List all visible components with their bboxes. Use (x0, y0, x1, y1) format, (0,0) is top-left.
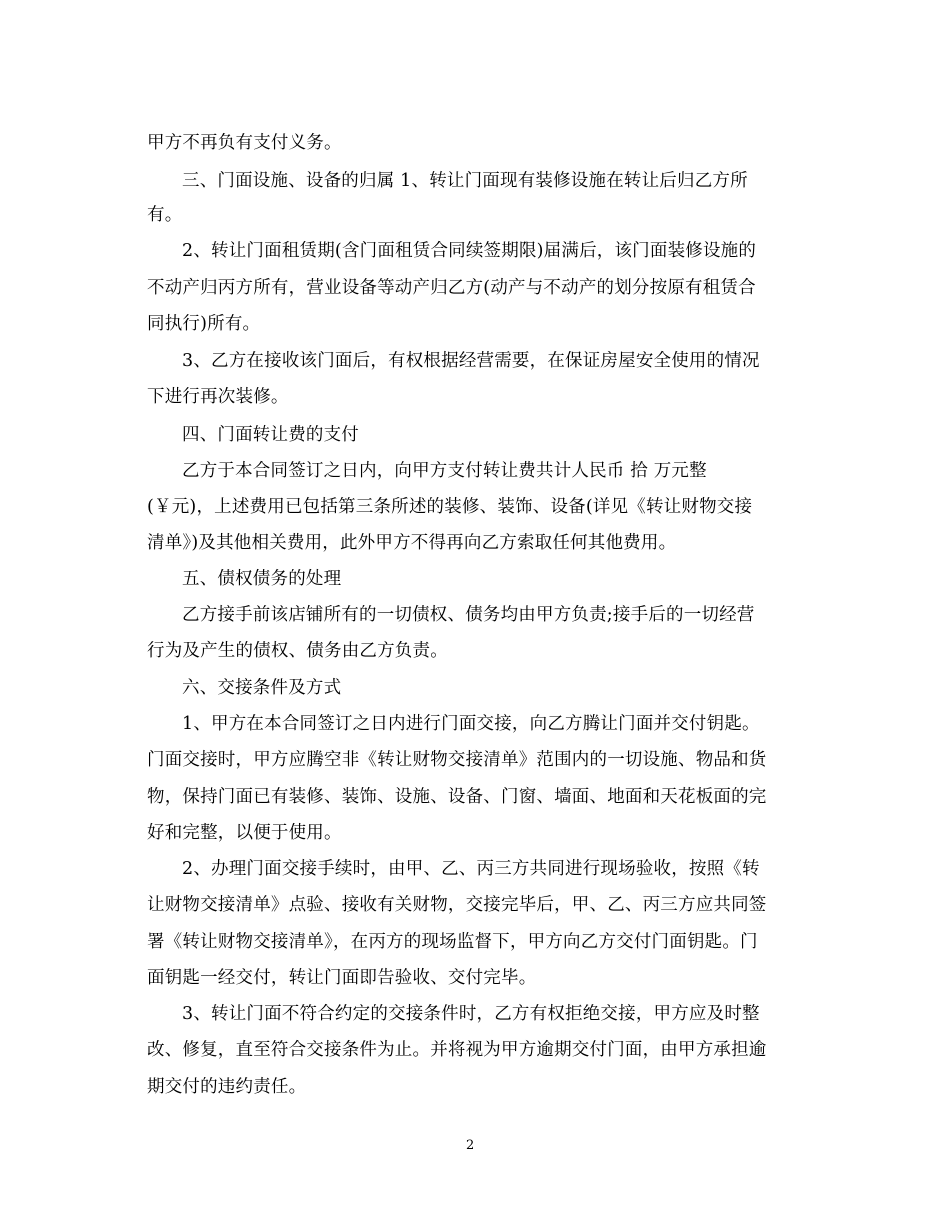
text-line: 3、转让门面不符合约定的交接条件时，乙方有权拒绝交接，甲方应及时整 (182, 1004, 760, 1024)
text-line: 同执行)所有。 (147, 314, 261, 334)
text-line: 甲方不再负有支付义务。 (147, 133, 342, 153)
text-line: 署《转让财物交接清单》，在丙方的现场监督下，甲方向乙方交付门面钥匙。门 (147, 932, 758, 952)
text-line: 下进行再次装修。 (147, 387, 289, 407)
text-line: 1、甲方在本合同签订之日内进行门面交接，向乙方腾让门面并交付钥匙。 (182, 714, 760, 734)
text-line: 2、转让门面租赁期(含门面租赁合同续签期限)届满后，该门面装修设施的 (182, 241, 757, 261)
text-line: 行为及产生的债权、债务由乙方负责。 (147, 641, 448, 661)
section-heading: 六、交接条件及方式 (182, 678, 342, 698)
text-line: 门面交接时，甲方应腾空非《转让财物交接清单》范围内的一切设施、物品和货 (147, 750, 767, 770)
text-line: 物，保持门面已有装修、装饰、设施、设备、门窗、墙面、地面和天花板面的完 (147, 787, 767, 807)
text-line: 有。 (147, 205, 183, 225)
text-line: 清单》)及其他相关费用，此外甲方不得再向乙方索取任何其他费用。 (147, 533, 677, 553)
text-line: 面钥匙一经交付，转让门面即告验收、交付完毕。 (147, 968, 537, 988)
section-heading: 四、门面转让费的支付 (182, 425, 359, 445)
text-line: 乙方于本合同签订之日内，向甲方支付转让费共计人民币 拾 万元整 (182, 461, 707, 481)
text-line: 期交付的违约责任。 (147, 1077, 307, 1097)
text-line: 不动产归丙方所有，营业设备等动产归乙方(动产与不动产的划分按原有租赁合 (147, 278, 756, 298)
text-line: (￥元)，上述费用已包括第三条所述的装修、装饰、设备(详见《转让财物交接 (147, 497, 753, 517)
text-line: 3、乙方在接收该门面后，有权根据经营需要，在保证房屋安全使用的情况 (182, 351, 760, 371)
text-line: 乙方接手前该店铺所有的一切债权、债务均由甲方负责;接手后的一切经营 (182, 605, 755, 625)
page-number: 2 (466, 1138, 475, 1153)
text-line: 2、办理门面交接手续时，由甲、乙、丙三方共同进行现场验收，按照《转 (182, 859, 760, 879)
section-heading: 五、债权债务的处理 (182, 569, 342, 589)
text-line: 让财物交接清单》点验、接收有关财物，交接完毕后，甲、乙、丙三方应共同签 (147, 895, 767, 915)
text-line: 好和完整，以便于使用。 (147, 823, 342, 843)
text-line: 改、修复，直至符合交接条件为止。并将视为甲方逾期交付门面，由甲方承担逾 (147, 1040, 767, 1060)
text-line: 三、门面设施、设备的归属 1、转让门面现有装修设施在转让后归乙方所 (182, 171, 748, 191)
